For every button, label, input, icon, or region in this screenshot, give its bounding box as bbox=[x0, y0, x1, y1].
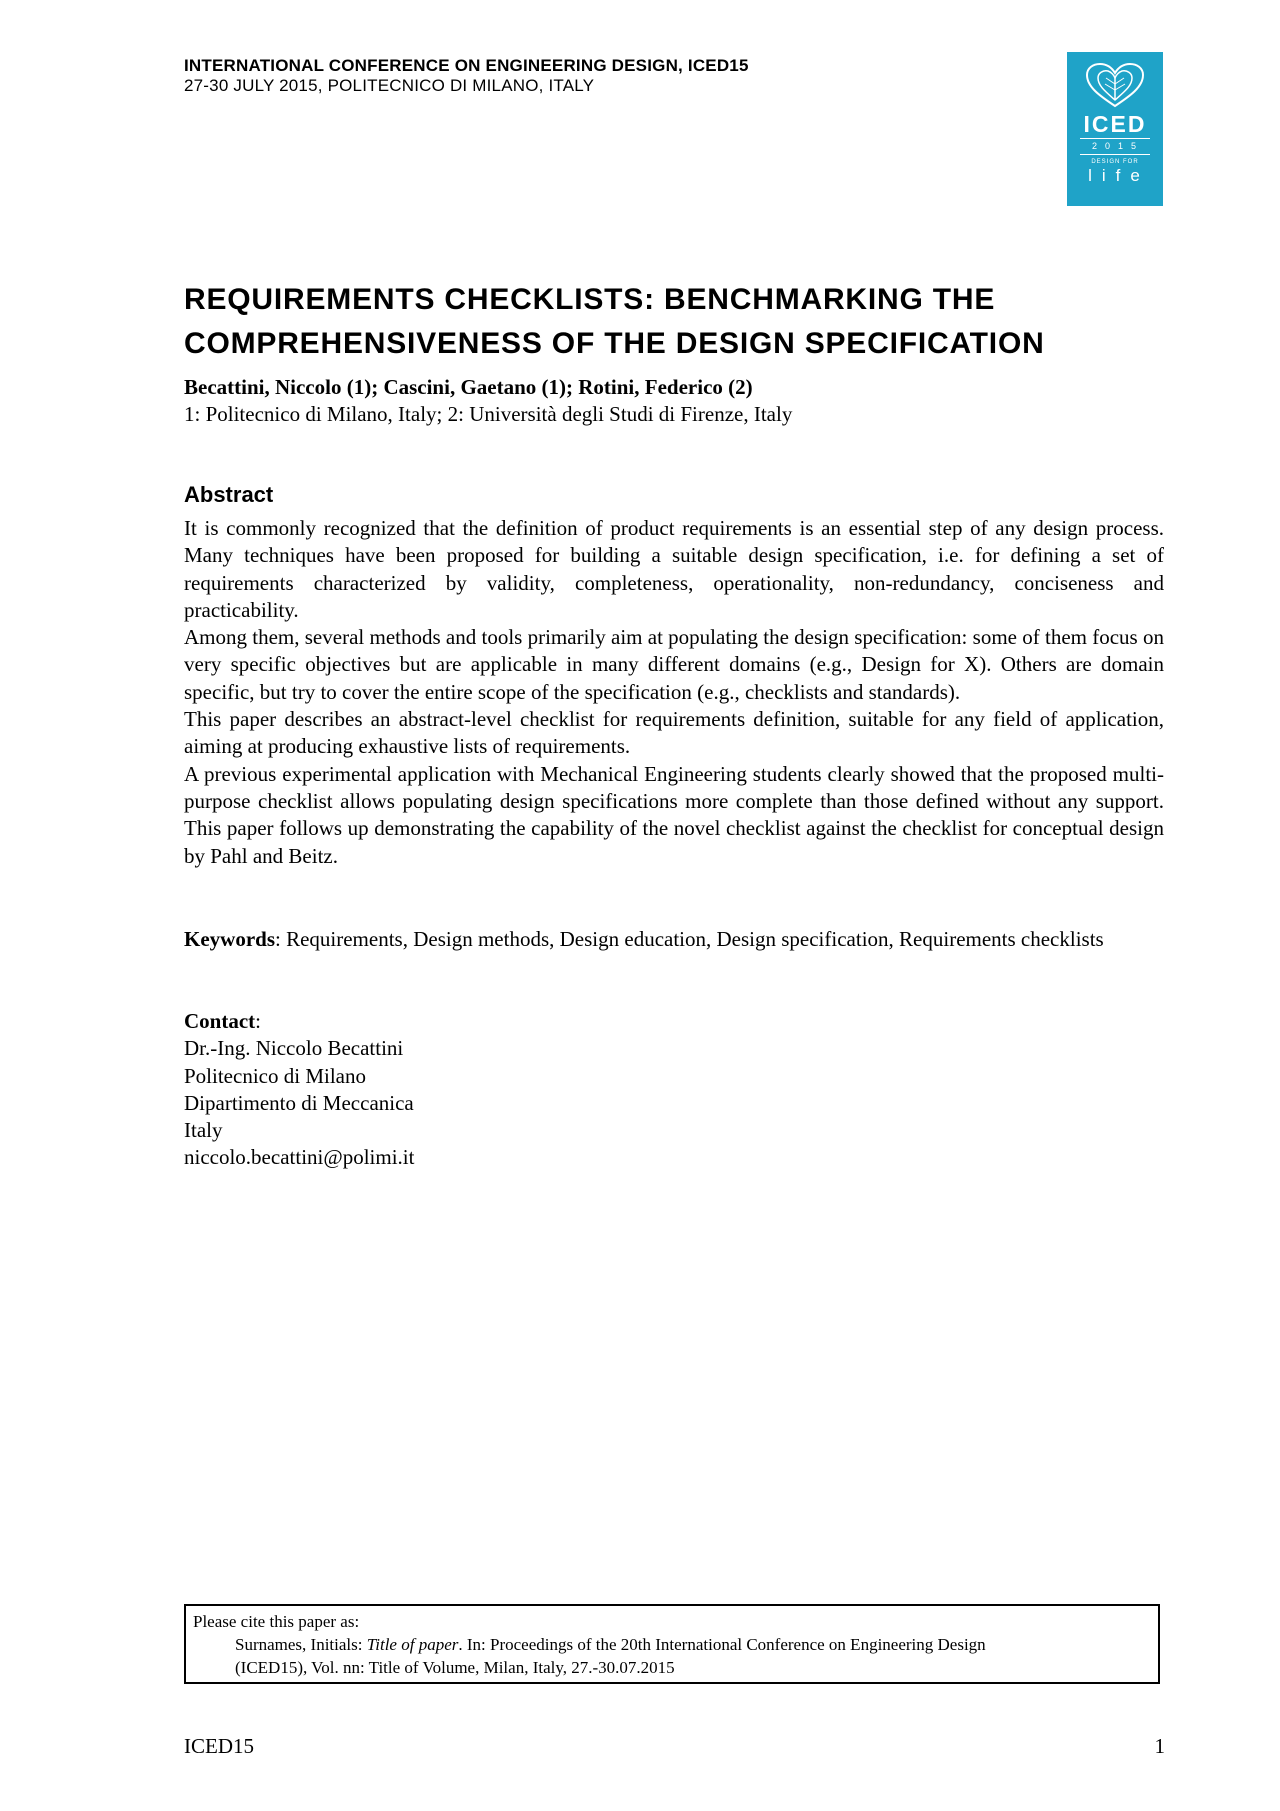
logo-name: ICED bbox=[1083, 111, 1147, 137]
keywords-text: : Requirements, Design methods, Design education, Design specification, Requirements checklists bbox=[275, 927, 1104, 951]
keywords-label: Keywords bbox=[184, 927, 275, 951]
contact-colon: : bbox=[255, 1009, 261, 1033]
footer-conference: ICED15 bbox=[184, 1734, 254, 1758]
citation-line-2: (ICED15), Vol. nn: Title of Volume, Milan, Italy, 27.-30.07.2015 bbox=[235, 1658, 675, 1677]
contact-email: niccolo.becattini@polimi.it bbox=[184, 1145, 415, 1170]
abstract-paragraph: This paper describes an abstract-level checklist for requirements definition, suitable for any field of application, aiming at producing exhaustive lists of requirements. bbox=[184, 707, 1164, 759]
contact-label: Contact bbox=[184, 1009, 256, 1033]
contact-line: Italy bbox=[184, 1118, 223, 1143]
contact-line: Dr.-Ing. Niccolo Becattini bbox=[184, 1036, 404, 1061]
conference-header bbox=[184, 56, 1044, 96]
citation-title: Title of paper bbox=[366, 1635, 459, 1654]
logo-life: life bbox=[1088, 166, 1150, 185]
abstract-paragraph: It is commonly recognized that the definition of product requirements is an essential step of any design process. Many techniques have been proposed for building a suitable design specification, i.e. for defining a set of requirements characterized by validity, completeness, operationality, non-redundancy, conciseness and practicability. bbox=[184, 516, 1164, 622]
citation-intro: Please cite this paper as: bbox=[193, 1612, 360, 1631]
conference-name: INTERNATIONAL CONFERENCE ON ENGINEERING DESIGN, ICED15 bbox=[184, 56, 749, 75]
citation-line bbox=[193, 1633, 1152, 1656]
abstract-paragraph: A previous experimental application with Mechanical Engineering students clearly showed that the proposed multi-purpose checklist allows populating design specifications more complete than those defined without any support. This paper follows up demonstrating the capability of the novel checklist against the checklist for conceptual design by Pahl and Beitz. bbox=[184, 761, 1164, 868]
citation-rest: . In: Proceedings of the 20th International Conference on Engineering Design bbox=[458, 1635, 986, 1654]
paper-authors: Becattini, Niccolo (1); Cascini, Gaetano (1); Rotini, Federico (2) bbox=[184, 375, 753, 399]
conference-dates: 27-30 JULY 2015, POLITECNICO DI MILANO, ITALY bbox=[184, 76, 595, 95]
logo-tagline: DESIGN FOR bbox=[1091, 159, 1139, 165]
abstract-heading: Abstract bbox=[184, 482, 274, 507]
iced-logo bbox=[1067, 52, 1163, 206]
contact-line: Dipartimento di Meccanica bbox=[184, 1090, 414, 1115]
abstract-body bbox=[184, 515, 1164, 870]
citation-authors: Surnames, Initials: bbox=[235, 1635, 367, 1654]
page-number: 1 bbox=[1154, 1734, 1165, 1758]
logo-divider bbox=[1080, 138, 1150, 139]
abstract-paragraph: Among them, several methods and tools primarily aim at populating the design specification: some of them focus on very specific objectives but are applicable in many different domains (e.g., Design for X). Others are domain specific, but try to cover the entire scope of the specification (e.g., checklists and standards). bbox=[184, 625, 1164, 704]
paper-title-line: REQUIREMENTS CHECKLISTS: BENCHMARKING THE bbox=[184, 283, 996, 316]
contact-line: Politecnico di Milano bbox=[184, 1063, 366, 1088]
contact-block bbox=[184, 1008, 414, 1172]
keywords bbox=[184, 926, 1164, 953]
logo-divider bbox=[1080, 154, 1150, 155]
paper-title-line: COMPREHENSIVENESS OF THE DESIGN SPECIFICATION bbox=[184, 327, 1045, 360]
logo-year: 2015 bbox=[1091, 141, 1145, 151]
heart-leaf-icon bbox=[1084, 62, 1146, 108]
citation-box bbox=[184, 1604, 1160, 1684]
paper-title bbox=[184, 278, 1144, 366]
paper-affiliations: 1: Politecnico di Milano, Italy; 2: Università degli Studi di Firenze, Italy bbox=[184, 402, 793, 426]
